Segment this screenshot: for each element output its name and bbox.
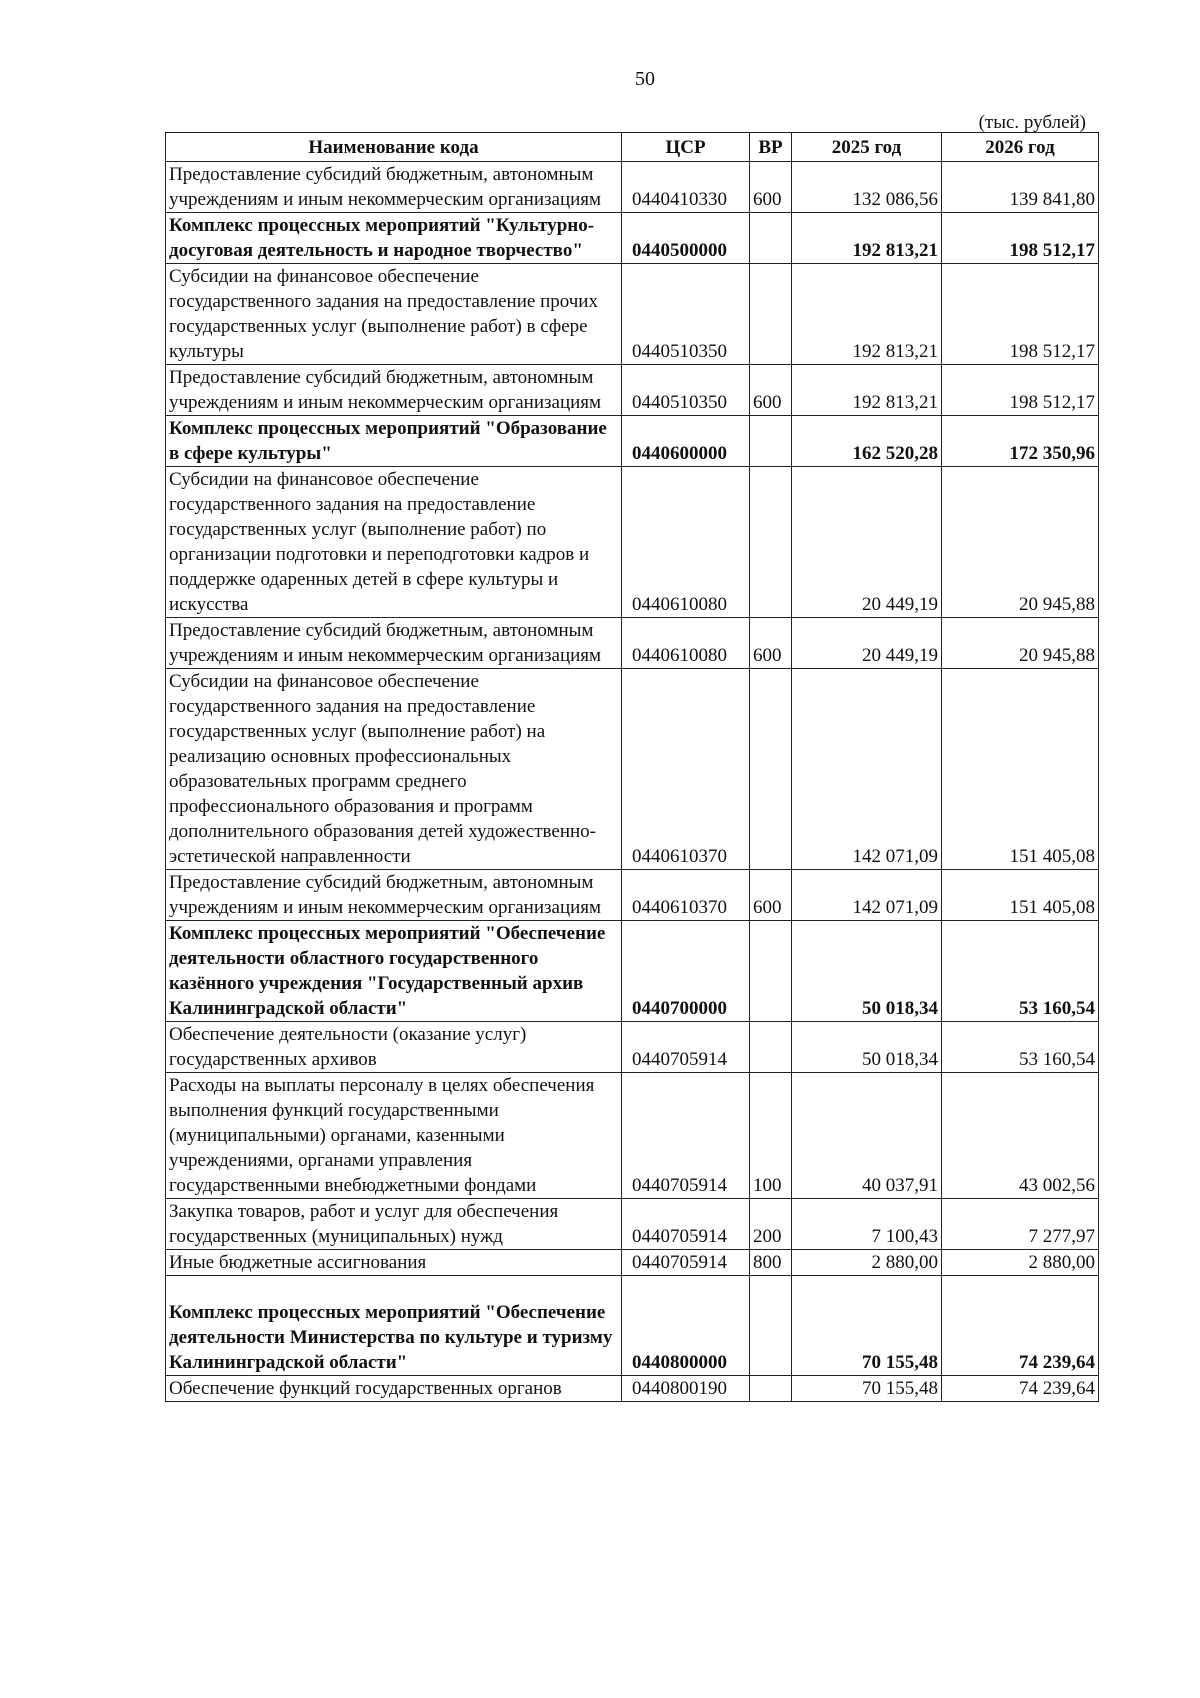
cell-csr: 0440600000: [622, 416, 750, 467]
cell-csr: 0440610080: [622, 618, 750, 669]
cell-2025: 192 813,21: [792, 213, 942, 264]
cell-2026: 151 405,08: [942, 870, 1099, 921]
cell-name: Субсидии на финансовое обеспечение государственного задания на предоставление государственных услуг (выполнение работ) по организации подготовки и переподготовки кадров и поддержке одаренных детей в сфере культуры и искусства: [166, 467, 622, 618]
cell-name: Закупка товаров, работ и услуг для обеспечения государственных (муниципальных) нужд: [166, 1199, 622, 1250]
table-row: [166, 870, 1099, 921]
cell-2026: 198 512,17: [942, 264, 1099, 365]
cell-name: Субсидии на финансовое обеспечение государственного задания на предоставление государственных услуг (выполнение работ) на реализацию основных профессиональных образовательных программ среднего профессионального образования и программ дополнительного образования детей художественно-эстетической направленности: [166, 669, 622, 870]
cell-name: Предоставление субсидий бюджетным, автономным учреждениям и иным некоммерческим организациям: [166, 618, 622, 669]
table-row: [166, 921, 1099, 1022]
cell-vr: [750, 467, 792, 618]
cell-name: Предоставление субсидий бюджетным, автономным учреждениям и иным некоммерческим организациям: [166, 870, 622, 921]
cell-csr: 0440705914: [622, 1022, 750, 1073]
table-row: [166, 1199, 1099, 1250]
table-row: [166, 213, 1099, 264]
cell-2026: 151 405,08: [942, 669, 1099, 870]
cell-vr: [750, 213, 792, 264]
cell-2026: 198 512,17: [942, 365, 1099, 416]
units-note: (тыс. рублей): [978, 112, 1086, 133]
cell-2026: 198 512,17: [942, 213, 1099, 264]
cell-2025: 40 037,91: [792, 1073, 942, 1199]
header-2026: 2026 год: [942, 133, 1099, 162]
cell-2026: 172 350,96: [942, 416, 1099, 467]
cell-vr: [750, 416, 792, 467]
table-row: [166, 669, 1099, 870]
cell-name: Субсидии на финансовое обеспечение государственного задания на предоставление прочих государственных услуг (выполнение работ) в сфере культуры: [166, 264, 622, 365]
table-row: [166, 264, 1099, 365]
table-row: [166, 365, 1099, 416]
cell-csr: 0440800000: [622, 1276, 750, 1376]
cell-2025: 7 100,43: [792, 1199, 942, 1250]
cell-2026: 74 239,64: [942, 1276, 1099, 1376]
cell-vr: 600: [750, 870, 792, 921]
cell-2026: 74 239,64: [942, 1376, 1099, 1402]
cell-vr: 600: [750, 365, 792, 416]
cell-2026: 20 945,88: [942, 467, 1099, 618]
page-number: 50: [635, 68, 655, 90]
cell-csr: 0440610370: [622, 870, 750, 921]
cell-2025: 192 813,21: [792, 264, 942, 365]
cell-vr: [750, 1376, 792, 1402]
cell-name: Комплекс процессных мероприятий "Культурно-досуговая деятельность и народное творчество": [166, 213, 622, 264]
cell-csr: 0440700000: [622, 921, 750, 1022]
cell-2025: 20 449,19: [792, 618, 942, 669]
table-row: [166, 416, 1099, 467]
cell-vr: 100: [750, 1073, 792, 1199]
header-csr: ЦСР: [622, 133, 750, 162]
cell-vr: [750, 1022, 792, 1073]
cell-vr: [750, 669, 792, 870]
header-name: Наименование кода: [166, 133, 622, 162]
cell-2025: 70 155,48: [792, 1276, 942, 1376]
cell-vr: 600: [750, 162, 792, 213]
header-vr: ВР: [750, 133, 792, 162]
table-body: [166, 162, 1099, 1402]
table-header-row: [166, 133, 1099, 162]
cell-2026: 20 945,88: [942, 618, 1099, 669]
cell-name: Предоставление субсидий бюджетным, автономным учреждениям и иным некоммерческим организациям: [166, 162, 622, 213]
cell-2026: 139 841,80: [942, 162, 1099, 213]
cell-2025: 142 071,09: [792, 669, 942, 870]
cell-2025: 142 071,09: [792, 870, 942, 921]
cell-name: Комплекс процессных мероприятий "Обеспечение деятельности Министерства по культуре и туризму Калининградской области": [166, 1276, 622, 1376]
table-row: [166, 1376, 1099, 1402]
cell-2025: 70 155,48: [792, 1376, 942, 1402]
cell-2025: 50 018,34: [792, 921, 942, 1022]
cell-csr: 0440610080: [622, 467, 750, 618]
cell-csr: 0440705914: [622, 1250, 750, 1276]
cell-vr: [750, 264, 792, 365]
cell-2025: 50 018,34: [792, 1022, 942, 1073]
cell-csr: 0440705914: [622, 1073, 750, 1199]
cell-2026: 2 880,00: [942, 1250, 1099, 1276]
cell-csr: 0440510350: [622, 264, 750, 365]
cell-2025: 2 880,00: [792, 1250, 942, 1276]
cell-2025: 20 449,19: [792, 467, 942, 618]
cell-csr: 0440410330: [622, 162, 750, 213]
cell-csr: 0440510350: [622, 365, 750, 416]
cell-name: Предоставление субсидий бюджетным, автономным учреждениям и иным некоммерческим организациям: [166, 365, 622, 416]
cell-csr: 0440610370: [622, 669, 750, 870]
cell-2026: 7 277,97: [942, 1199, 1099, 1250]
cell-name: Обеспечение функций государственных органов: [166, 1376, 622, 1402]
cell-name: Комплекс процессных мероприятий "Обеспечение деятельности областного государственного казённого учреждения "Государственный архив Калининградской области": [166, 921, 622, 1022]
cell-2025: 192 813,21: [792, 365, 942, 416]
header-2025: 2025 год: [792, 133, 942, 162]
cell-2026: 53 160,54: [942, 1022, 1099, 1073]
cell-vr: 600: [750, 618, 792, 669]
cell-2026: 43 002,56: [942, 1073, 1099, 1199]
cell-vr: [750, 921, 792, 1022]
cell-name: Иные бюджетные ассигнования: [166, 1250, 622, 1276]
budget-table: [165, 132, 1099, 1402]
cell-csr: 0440800190: [622, 1376, 750, 1402]
cell-vr: 800: [750, 1250, 792, 1276]
cell-2025: 162 520,28: [792, 416, 942, 467]
table-row: [166, 618, 1099, 669]
cell-vr: 200: [750, 1199, 792, 1250]
table-row: [166, 467, 1099, 618]
table-row: [166, 1073, 1099, 1199]
table-row: [166, 1250, 1099, 1276]
cell-name: Обеспечение деятельности (оказание услуг) государственных архивов: [166, 1022, 622, 1073]
cell-csr: 0440705914: [622, 1199, 750, 1250]
cell-name: Комплекс процессных мероприятий "Образование в сфере культуры": [166, 416, 622, 467]
cell-csr: 0440500000: [622, 213, 750, 264]
cell-vr: [750, 1276, 792, 1376]
table-row: [166, 162, 1099, 213]
table-row: [166, 1276, 1099, 1376]
cell-2025: 132 086,56: [792, 162, 942, 213]
cell-2026: 53 160,54: [942, 921, 1099, 1022]
table-row: [166, 1022, 1099, 1073]
cell-name: Расходы на выплаты персоналу в целях обеспечения выполнения функций государственными (муниципальными) органами, казенными учреждениями, органами управления государственными внебюджетными фондами: [166, 1073, 622, 1199]
